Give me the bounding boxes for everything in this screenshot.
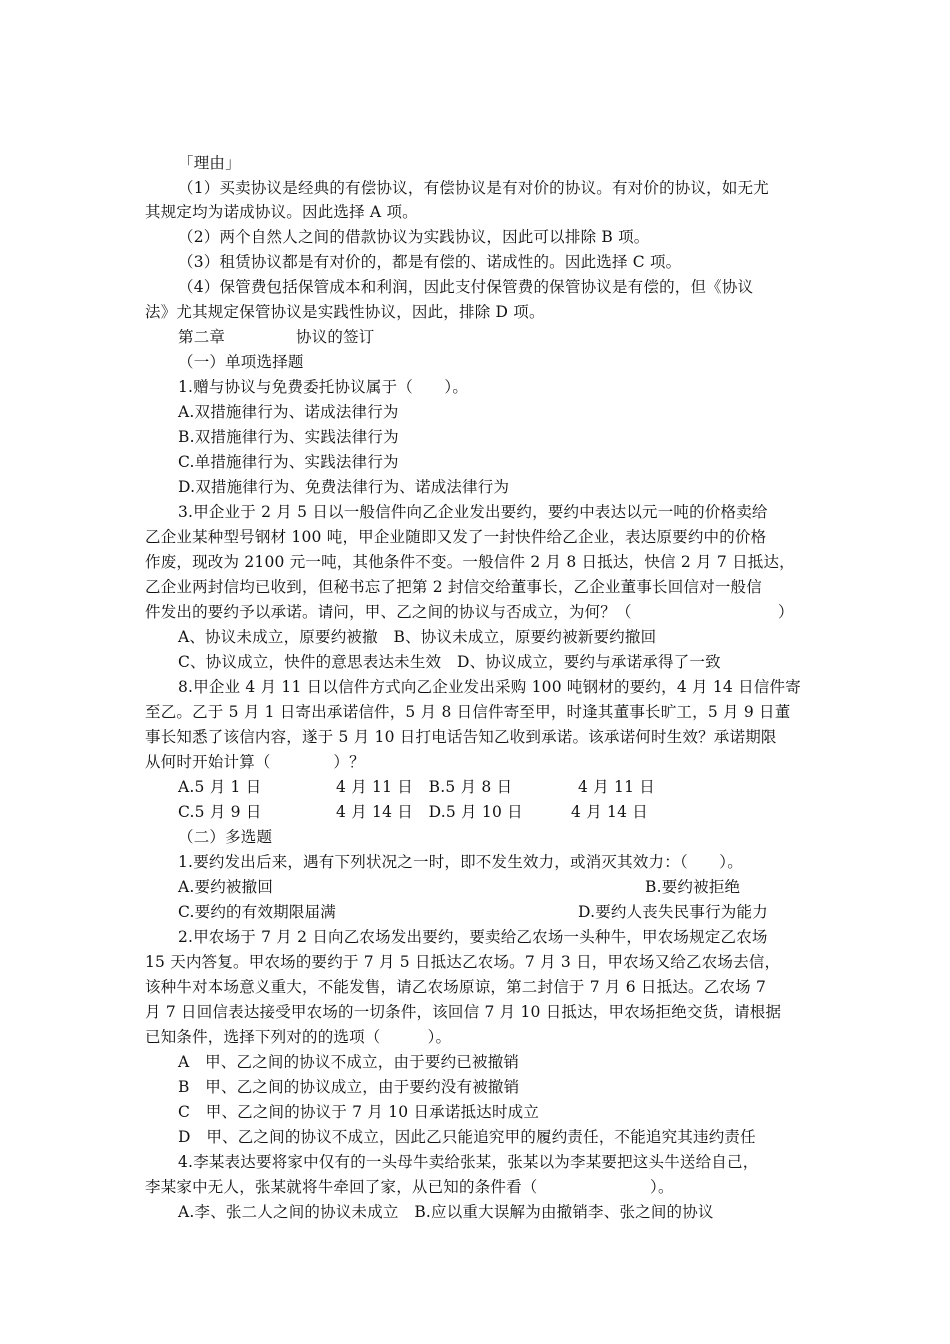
question-line: 8.甲企业 4 月 11 日以信件方式向乙企业发出采购 100 吨钢材的要约，4 月 14 日信件寄 — [178, 678, 801, 696]
option-line: C、协议成立，快件的意思表达未生效 D、协议成立，要约与承诺承得了一致 — [178, 653, 721, 671]
option-line: D 甲、乙之间的协议不成立，因此乙只能追究甲的履约责任，不能追究其违约责任 — [178, 1128, 756, 1146]
option-line: D.要约人丧失民事行为能力 — [578, 903, 768, 921]
question-line: 至乙。乙于 5 月 1 日寄出承诺信件，5 月 8 日信件寄至甲，时逢其董事长旷工，5 月 9 日董 — [145, 703, 791, 721]
option-line: C.要约的有效期限届满 — [178, 903, 336, 921]
paragraph-line: 法》尤其规定保管协议是实践性协议，因此，排除 D 项。 — [145, 303, 545, 321]
question-line: 3.甲企业于 2 月 5 日以一般信件向乙企业发出要约，要约中表达以元一吨的价格卖给 — [178, 503, 768, 521]
option-line: B 甲、乙之间的协议成立，由于要约没有被撤销 — [178, 1078, 520, 1096]
paragraph-line: （1）买卖协议是经典的有偿协议，有偿协议是有对价的协议。有对价的协议，如无尤 — [178, 179, 769, 197]
option-line: 4 月 11 日 — [578, 778, 655, 796]
chapter-number: 第二章 — [178, 328, 226, 346]
question-line: 乙企业两封信均已收到，但秘书忘了把第 2 封信交给董事长，乙企业董事长回信对一般信 — [145, 578, 762, 596]
option-line: D.双措施律行为、免费法律行为、诺成法律行为 — [178, 478, 510, 496]
question-line: 1.赠与协议与免费委托协议属于（ ）。 — [178, 378, 469, 396]
answer-bracket-close: ） — [778, 603, 794, 621]
question-line: 已知条件，选择下列对的的选项（ ）。 — [145, 1028, 452, 1046]
section-heading: （一）单项选择题 — [178, 353, 304, 371]
question-line: 2.甲农场于 7 月 2 日向乙农场发出要约，要卖给乙农场一头种牛，甲农场规定乙农场 — [178, 928, 768, 946]
question-line: 作废，现改为 2100 元一吨，其他条件不变。一般信件 2 月 8 日抵达，快信 2 月 7 日抵达， — [145, 553, 795, 571]
question-line: 事长知悉了该信内容，遂于 5 月 10 日打电话告知乙收到承诺。该承诺何时生效？承诺期限 — [145, 728, 777, 746]
question-line: 件发出的要约予以承诺。请问，甲、乙之间的协议与否成立，为何？（ — [145, 603, 632, 621]
option-line: A.双措施律行为、诺成法律行为 — [178, 403, 399, 421]
paragraph-line: （4）保管费包括保管成本和利润，因此支付保管费的保管协议是有偿的，但《协议 — [178, 278, 754, 296]
section-heading: （二）多选题 — [178, 828, 273, 846]
option-line: C 甲、乙之间的协议于 7 月 10 日承诺抵达时成立 — [178, 1103, 540, 1121]
option-line: A.5 月 1 日 — [178, 778, 262, 796]
option-line: 4 月 14 日 D.5 月 10 日 — [336, 803, 523, 821]
question-line: 该种牛对本场意义重大，不能发售，请乙农场原谅，第二封信于 7 月 6 日抵达。乙农场 7 — [145, 978, 767, 996]
option-line: B.要约被拒绝 — [645, 878, 741, 896]
paragraph-line: （2）两个自然人之间的借款协议为实践协议，因此可以排除 B 项。 — [178, 228, 650, 246]
chapter-title: 协议的签订 — [296, 328, 375, 346]
question-line: 乙企业某种型号钢材 100 吨，甲企业随即又发了一封快件给乙企业，表达原要约中的价格 — [145, 528, 767, 546]
option-line: A 甲、乙之间的协议不成立，由于要约已被撤销 — [178, 1053, 520, 1071]
paragraph-line: 其规定均为诺成协议。因此选择 A 项。 — [145, 203, 418, 221]
option-line: A.李、张二人之间的协议未成立 B.应以重大误解为由撤销李、张之间的协议 — [178, 1203, 714, 1221]
option-line: C.单措施律行为、实践法律行为 — [178, 453, 399, 471]
question-line: 月 7 日回信表达接受甲农场的一切条件，该回信 7 月 10 日抵达，甲农场拒绝交货，请根据 — [145, 1003, 782, 1021]
question-line: 1.要约发出后来，遇有下列状况之一时，即不发生效力，或消灭其效力：（ ）。 — [178, 853, 743, 871]
question-line: 从何时开始计算（ ）？ — [145, 753, 365, 771]
question-line: 15 天内答复。甲农场的要约于 7 月 5 日抵达乙农场。7 月 3 日，甲农场又给乙农场去信， — [145, 953, 781, 971]
reason-heading: 「理由」 — [178, 154, 241, 172]
paragraph-line: （3）租赁协议都是有对价的，都是有偿的、诺成性的。因此选择 C 项。 — [178, 253, 682, 271]
option-line: A、协议未成立，原要约被撤 B、协议未成立，原要约被新要约撤回 — [178, 628, 657, 646]
question-line: 李某家中无人，张某就将牛牵回了家，从已知的条件看（ — [145, 1178, 538, 1196]
option-line: 4 月 11 日 B.5 月 8 日 — [336, 778, 513, 796]
question-line: 4.李某表达要将家中仅有的一头母牛卖给张某，张某以为李某要把这头牛送给自己， — [178, 1153, 759, 1171]
option-line: C.5 月 9 日 — [178, 803, 262, 821]
option-line: B.双措施律行为、实践法律行为 — [178, 428, 399, 446]
option-line: A.要约被撤回 — [178, 878, 274, 896]
answer-bracket-close: ）。 — [650, 1178, 674, 1196]
option-line: 4 月 14 日 — [571, 803, 648, 821]
